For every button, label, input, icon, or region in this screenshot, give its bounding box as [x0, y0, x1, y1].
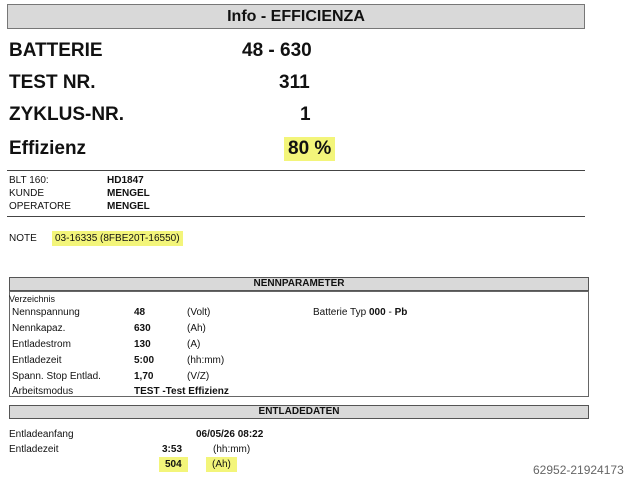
effizienz-label: Effizienz [9, 138, 87, 159]
entladedaten-header: ENTLADEDATEN [9, 405, 589, 419]
param-value: 1,70 [134, 371, 154, 382]
param-label: Entladestrom [12, 339, 71, 350]
test-nr-value: 311 [279, 72, 310, 93]
entladezeit-value: 3:53 [162, 444, 183, 455]
arbeitsmodus-value: TEST -Test Effizienz [134, 386, 229, 397]
batterie-typ-label: Batterie Typ [313, 307, 367, 318]
batterie-typ-separator: - [388, 307, 392, 318]
param-value: 130 [134, 339, 151, 350]
blt-value: HD1847 [107, 175, 144, 186]
blt-label: BLT 160: [9, 175, 49, 186]
note-label: NOTE [9, 233, 37, 244]
param-unit: (V/Z) [187, 371, 210, 382]
param-value: 5:00 [134, 355, 155, 366]
param-value: 48 [134, 307, 146, 318]
batterie-typ-chemistry: Pb [394, 307, 408, 318]
page-title: Info - EFFICIENZA [7, 4, 585, 29]
verzeichnis-label: Verzeichnis [9, 294, 56, 304]
kunde-label: KUNDE [9, 188, 45, 199]
listing-id-watermark: 62952-21924173 [533, 463, 624, 477]
batterie-label: BATTERIE [9, 40, 103, 61]
param-unit: (Ah) [187, 323, 206, 334]
param-unit: (Volt) [187, 307, 211, 318]
param-value: 630 [134, 323, 151, 334]
test-nr-label: TEST NR. [9, 72, 96, 93]
param-unit: (A) [187, 339, 201, 350]
arbeitsmodus-label: Arbeitsmodus [12, 386, 74, 397]
zyklus-nr-value: 1 [300, 104, 311, 125]
note-value: 03-16335 (8FBE20T-16550) [52, 231, 183, 246]
operatore-label: OPERATORE [9, 201, 71, 212]
operatore-value: MENGEL [107, 201, 150, 212]
entladezeit-label: Entladezeit [9, 444, 59, 455]
effizienz-value: 80 % [284, 137, 335, 161]
kunde-value: MENGEL [107, 188, 150, 199]
zyklus-nr-label: ZYKLUS-NR. [9, 104, 125, 125]
entladezeit-unit: (hh:mm) [213, 444, 251, 455]
param-label: Nennspannung [12, 307, 80, 318]
param-unit: (hh:mm) [187, 355, 225, 366]
batterie-typ-code: 000 [368, 307, 386, 318]
param-label: Entladezeit [12, 355, 62, 366]
capacity-unit: (Ah) [206, 457, 237, 472]
capacity-value: 504 [159, 457, 188, 472]
param-label: Spann. Stop Entlad. [12, 371, 101, 382]
batterie-value: 48 - 630 [242, 40, 312, 61]
divider [7, 170, 585, 171]
entladeanfang-value: 06/05/26 08:22 [196, 429, 264, 440]
batterie-typ [313, 307, 407, 318]
nennparameter-header: NENNPARAMETER [9, 277, 589, 291]
param-label: Nennkapaz. [12, 323, 66, 334]
entladeanfang-label: Entladeanfang [9, 429, 74, 440]
divider [7, 216, 585, 217]
